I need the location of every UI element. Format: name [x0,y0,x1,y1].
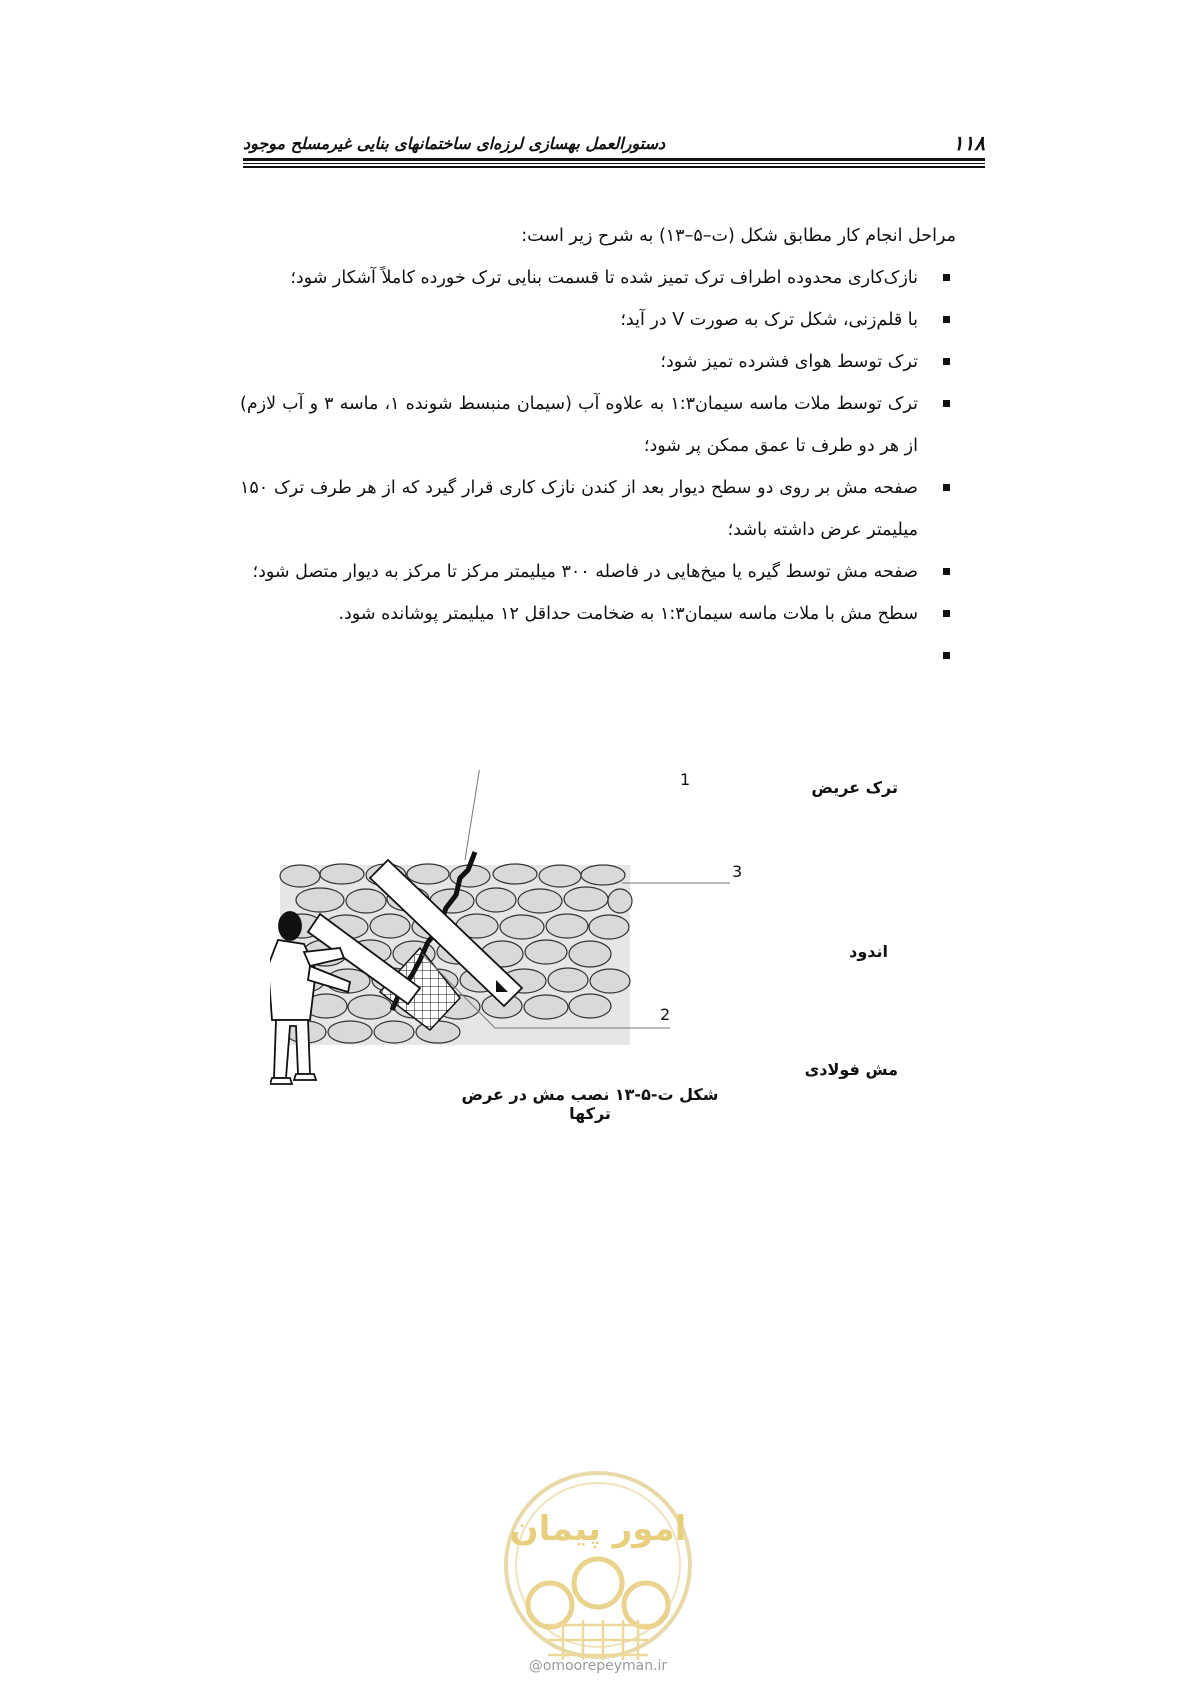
figure-caption: شکل ت-۵-۱۳ نصب مش در عرض ترکها [461,1085,719,1123]
page-header [243,128,985,158]
list-item: نازک‌کاری محدوده اطراف ترک تمیز شده تا قسمت بنایی ترک خورده کاملاً آشکار شود؛ [240,257,956,299]
intro-paragraph: مراحل انجام کار مطابق شکل (ت–۵–۱۳) به شرح زیر است: [521,226,956,246]
body-text [240,215,956,677]
steps-list [240,257,956,677]
callout-number-1-text: 1 [680,770,691,789]
callout-number-3: 3 [732,862,743,881]
list-item [240,635,956,677]
list-item: ترک توسط هوای فشرده تمیز شود؛ [240,341,956,383]
grid-icon [548,1620,648,1660]
list-item: صفحه مش بر روی دو سطح دیوار بعد از کندن نازک کاری قرار گیرد که از هر طرف ترک ۱۵۰ میلیمتر عرض داشته باشد؛ [240,467,956,551]
page-number: ۱۱۸ [952,131,985,155]
header-rule-bottom [243,166,985,168]
header-rule [243,158,985,161]
watermark-url: @omoorepeyman.ir [528,1658,668,1674]
watermark-logo-text: امور پیمان [509,1509,687,1549]
callout-label-steel-mesh: مش فولادی [804,1060,898,1079]
callout-number-2: 2 [660,1005,671,1024]
mesh-installation-figure [270,770,910,1100]
list-item: ترک توسط ملات ماسه سیمان۱:۳ به علاوه آب (سیمان منبسط شونده ۱، ماسه ۳ و آب لازم) از هر دو طرف تا عمق ممکن پر شود؛ [240,383,956,467]
running-title: دستورالعمل بهسازی لرزه‌ای ساختمانهای بنایی غیرمسلح موجود [243,133,666,153]
callout-label-wide-crack: ترک عریض [811,778,898,797]
list-item: با قلم‌زنی، شکل ترک به صورت V در آید؛ [240,299,956,341]
list-item: سطح مش با ملات ماسه سیمان۱:۳ به ضخامت حداقل ۱۲ میلیمتر پوشانده شود. [240,593,956,635]
callout-label-plaster: اندود [849,942,888,961]
list-item: صفحه مش توسط گیره یا میخ‌هایی در فاصله ۳۰۰ میلیمتر مرکز تا مرکز به دیوار متصل شود؛ [240,551,956,593]
header-rule-thin [243,163,985,164]
gear-icon [528,1559,668,1627]
